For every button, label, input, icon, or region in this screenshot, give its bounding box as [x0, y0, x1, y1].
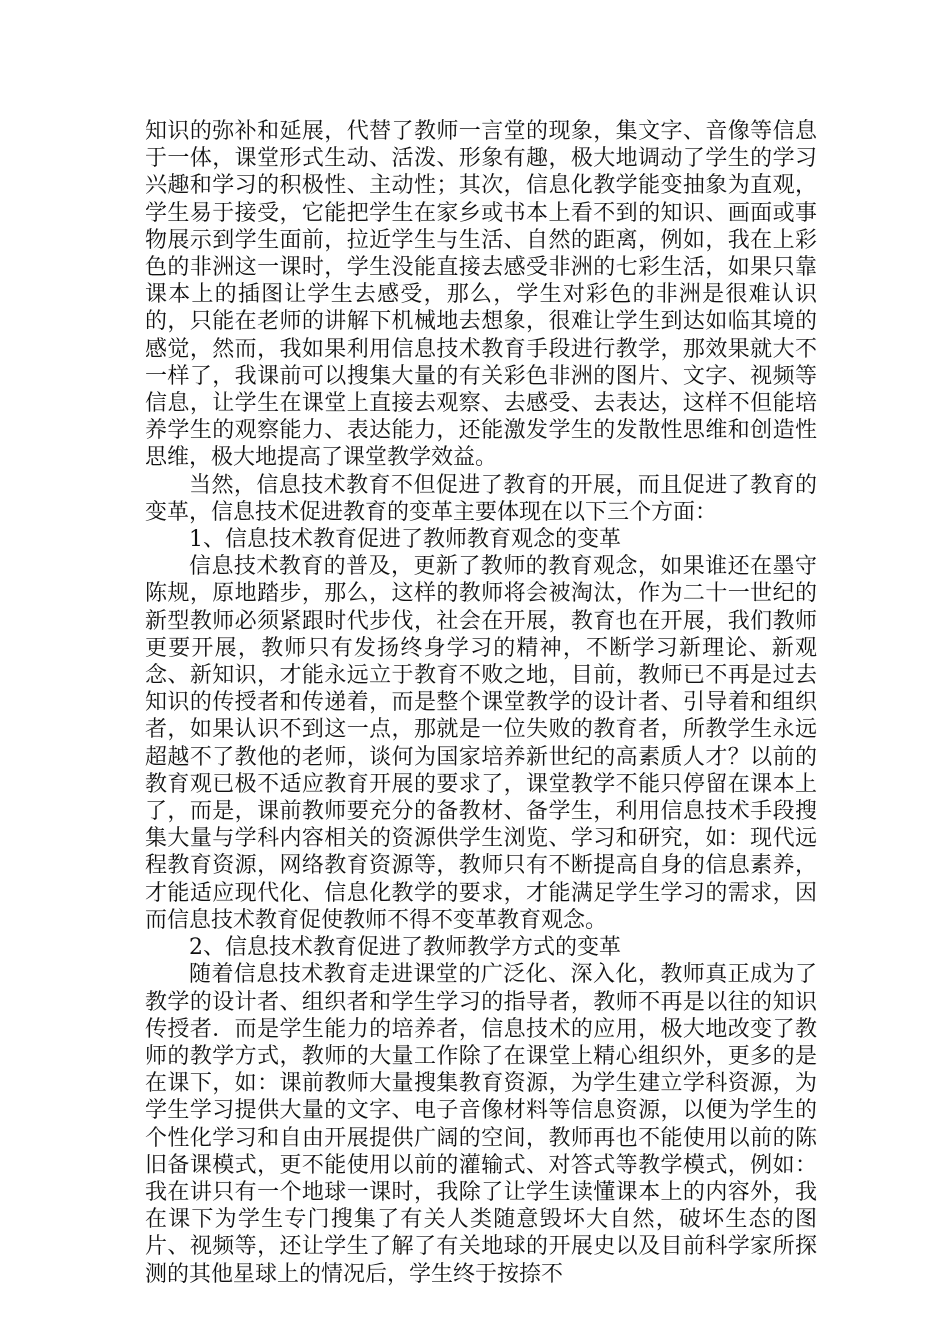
document-body: [145, 118, 817, 1288]
section-heading-2: 2、信息技术教育促进了教师教学方式的变革: [189, 935, 621, 961]
section-heading-1: 1、信息技术教育促进了教师教育观念的变革: [189, 527, 621, 553]
paragraph-1: 知识的弥补和延展，代替了教师一言堂的现象，集文字、音像等信息于一体，课堂形式生动、活泼、形象有趣，极大地调动了学生的学习兴趣和学习的积极性、主动性；其次，信息化教学能变抽象为直观，学生易于接受，它能把学生在家乡或书本上看不到的知识、画面或事物展示到学生面前，拉近学生与生活、自然的距离，例如，我在上彩色的非洲这一课时，学生没能直接去感受非洲的七彩生活，如果只靠课本上的插图让学生去感受，那么，学生对彩色的非洲是很难认识的，只能在老师的讲解下机械地去想象，很难让学生到达如临其境的感觉，然而，我如果利用信息技术教育手段进行教学，那效果就大不一样了，我课前可以搜集大量的有关彩色非洲的图片、文字、视频等信息，让学生在课堂上直接去观察、去感受、去表达，这样不但能培养学生的观察能力、表达能力，还能激发学生的发散性思维和创造性思维，极大地提高了课堂教学效益。: [145, 119, 817, 471]
paragraph-4: 随着信息技术教育走进课堂的广泛化、深入化，教师真正成为了教学的设计者、组织者和学生学习的指导者，教师不再是以往的知识传授者．而是学生能力的培养者，信息技术的应用，极大地改变了教师的教学方式，教师的大量工作除了在课堂上精心组织外，更多的是在课下，如：课前教师大量搜集教育资源，为学生建立学科资源，为学生学习提供大量的文字、电子音像材料等信息资源，以便为学生的个性化学习和自由开展提供广阔的空间，教师再也不能使用以前的陈旧备课模式，更不能使用以前的灌输式、对答式等教学模式，例如：我在讲只有一个地球一课时，我除了让学生读懂课本上的内容外，我在课下为学生专门搜集了有关人类随意毁坏大自然，破坏生态的图片、视频等，还让学生了解了有关地球的开展史以及目前科学家所探测的其他星球上的情况后，学生终于按捺不: [145, 962, 817, 1287]
paragraph-2: 当然，信息技术教育不但促进了教育的开展，而且促进了教育的变革，信息技术促进教育的变革主要体现在以下三个方面：: [145, 472, 817, 525]
paragraph-3: 信息技术教育的普及，更新了教师的教育观念，如果谁还在墨守陈规，原地踏步，那么，这样的教师将会被淘汰，作为二十一世纪的新型教师必须紧跟时代步伐，社会在开展，教育也在开展，我们教师更要开展，教师只有发扬终身学习的精神，不断学习新理论、新观念、新知识，才能永远立于教育不败之地，目前，教师已不再是过去知识的传授者和传递着，而是整个课堂教学的设计者、引导着和组织者，如果认识不到这一点，那就是一位失败的教育者，所教学生永远超越不了教他的老师，谈何为国家培养新世纪的高素质人才？以前的教育观已极不适应教育开展的要求了，课堂教学不能只停留在课本上了，而是，课前教师要充分的备教材、备学生，利用信息技术手段搜集大量与学科内容相关的资源供学生浏览、学习和研究，如：现代远程教育资源，网络教育资源等，教师只有不断提高自身的信息素养，才能适应现代化、信息化教学的要求，才能满足学生学习的需求，因而信息技术教育促使教师不得不变革教育观念。: [145, 554, 817, 933]
